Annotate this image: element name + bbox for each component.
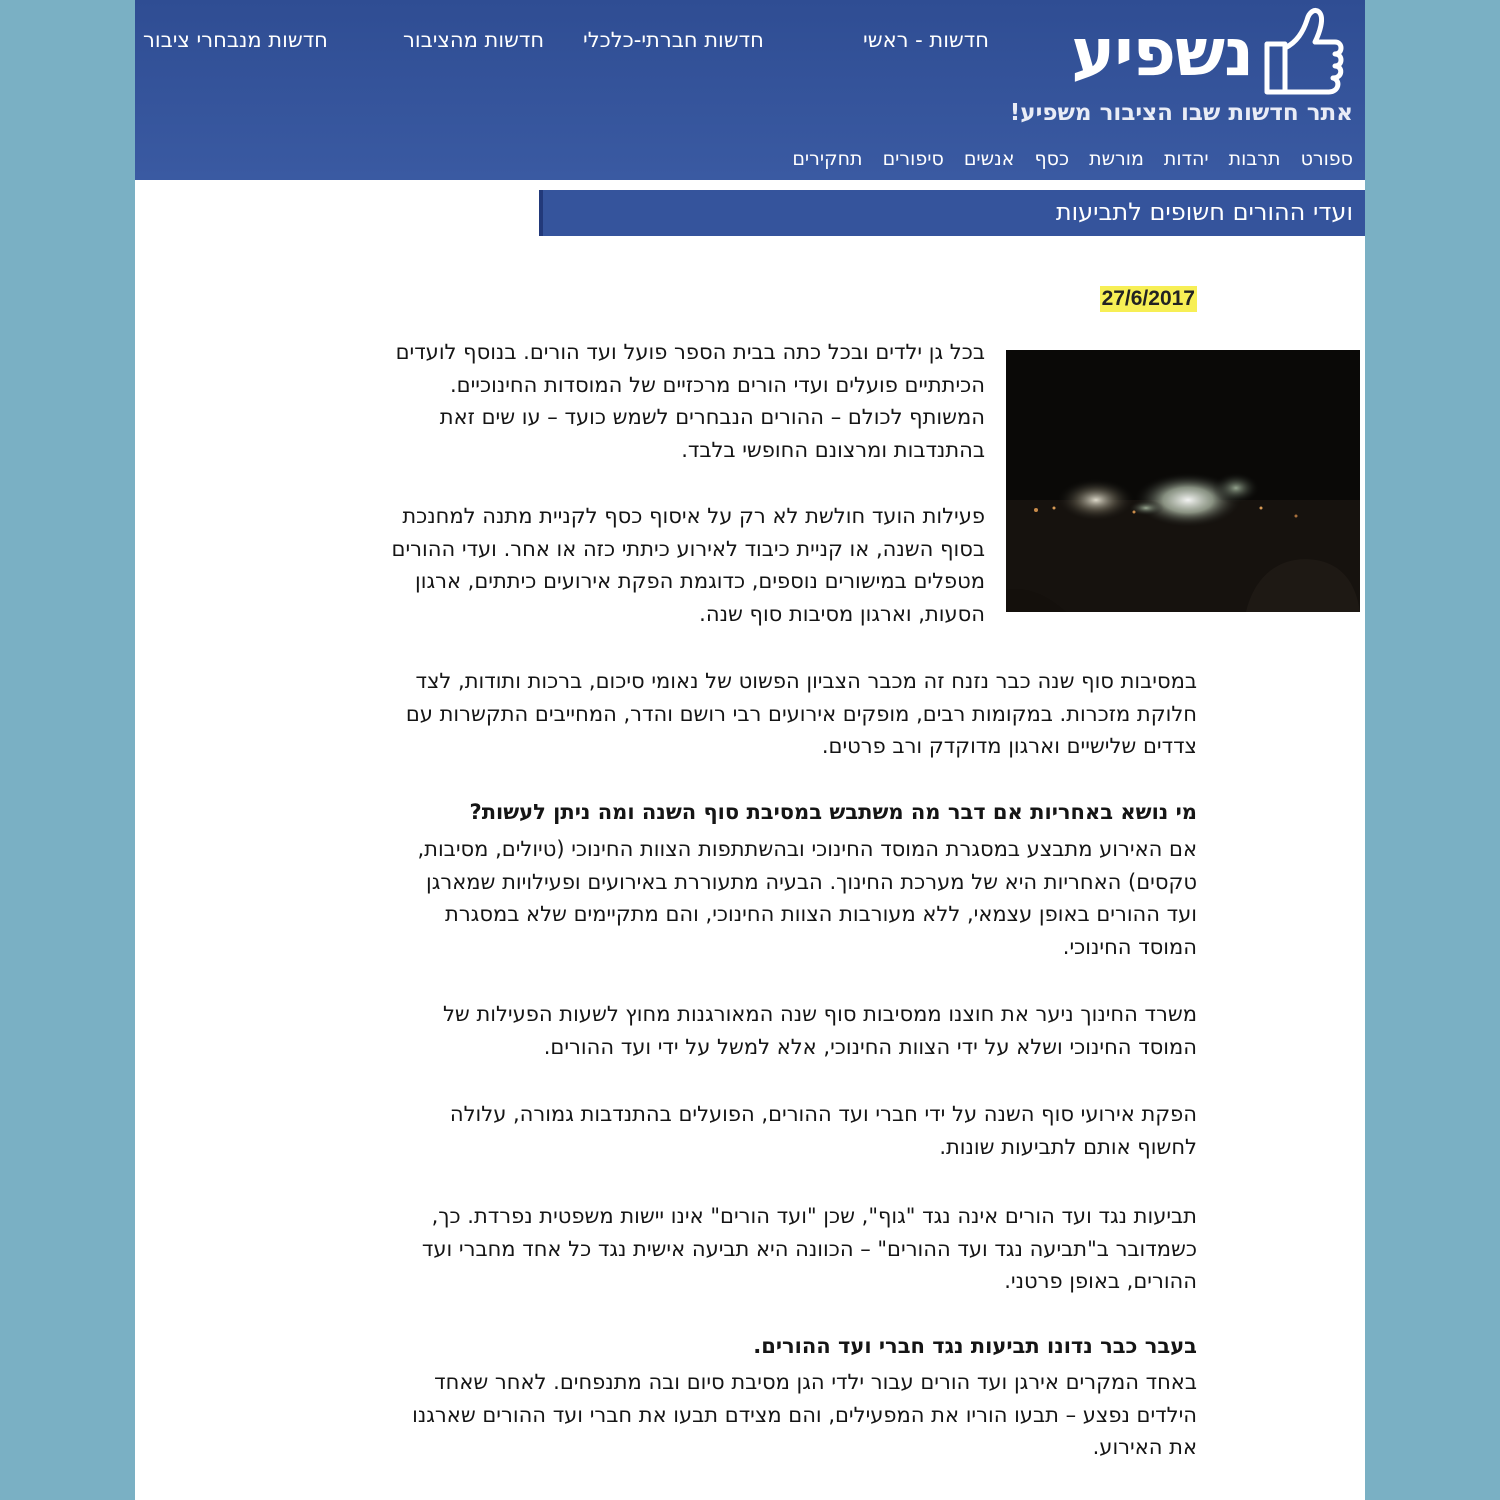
article-paragraph-5: [197, 998, 1197, 1063]
section-heading-responsibility: מי נושא באחריות אם דבר מה משתבש במסיבת סוף השנה ומה ניתן לעשות?: [469, 800, 1197, 824]
text-line: את האירוע.: [1092, 1435, 1197, 1459]
category-link-investigations[interactable]: תחקירים: [792, 148, 863, 170]
category-link-culture[interactable]: תרבות: [1228, 148, 1281, 170]
nav-link-social-economic-news[interactable]: חדשות חברתי-כלכלי: [583, 28, 764, 52]
nav-link-public-news[interactable]: חדשות מהציבור: [403, 28, 545, 52]
text-line: הסעות, וארגון מסיבות סוף שנה.: [699, 601, 985, 626]
text-line: המוסד החינוכי.: [1062, 934, 1197, 959]
article-paragraph-6: [197, 1098, 1197, 1163]
category-link-stories[interactable]: סיפורים: [882, 148, 944, 170]
night-event-image: [1006, 350, 1360, 612]
text-line: כשמדובר ב"תביעה נגד ועד ההורים" – הכוונה היא תביעה אישית נגד כל אחד מחברי ועד: [421, 1236, 1197, 1261]
category-link-sport[interactable]: ספורט: [1300, 148, 1353, 170]
text-line: צדדים שלישיים וארגון מדוקדק ורב פרטים.: [821, 734, 1197, 758]
text-line: תביעות נגד ועד הורים אינה נגד "גוף", שכן "ועד הורים" אינו יישות משפטית נפרדת. כך,: [431, 1204, 1197, 1228]
nav-link-main-news[interactable]: חדשות - ראשי: [863, 28, 989, 52]
article-title: ועדי ההורים חשופים לתביעות: [1055, 198, 1353, 226]
text-line: המוסד החינוכי ושלא על ידי הצוות החינוכי, אלא למשל על ידי ועד ההורים.: [543, 1034, 1197, 1059]
article-photo: [1006, 350, 1360, 612]
section-heading-past-lawsuits: בעבר כבר נדונו תביעות נגד חברי ועד ההורים.: [753, 1334, 1197, 1358]
text-line: בסוף השנה, או קניית כיבוד לאירוע כיתתי כזה או אחר. ועדי ההורים: [391, 536, 985, 561]
text-line: ההורים, באופן פרטני.: [1004, 1269, 1197, 1293]
text-line: במסיבות סוף שנה כבר נזנח זה מכבר הצביון הפשוט של נאומי סיכום, ברכות ותודות, לצד: [415, 669, 1197, 693]
article-paragraph-1: [265, 336, 985, 466]
text-line: פעילות הועד חולשת לא רק על איסוף כסף לקניית מתנה למחנכת: [402, 504, 985, 528]
article-paragraph-2: [265, 500, 985, 630]
text-line: הכיתתיים פועלים ועדי הורים מרכזיים של המוסדות החינוכיים.: [449, 372, 985, 397]
text-line: טקסים) האחריות היא של מערכת החינוך. הבעיה מתעוררת באירועים ופעילויות שמארגן: [426, 869, 1197, 894]
nav-link-officials-news[interactable]: חדשות מנבחרי ציבור: [143, 28, 328, 52]
article-paragraph-7: [197, 1200, 1197, 1298]
scanned-page: [135, 0, 1365, 1500]
article-title-bar: [539, 190, 1365, 236]
text-line: באחד המקרים אירגן ועד הורים עבור ילדי הגן מסיבת סיום ובה מתנפחים. לאחר שאחד: [434, 1370, 1197, 1394]
category-link-people[interactable]: אנשים: [963, 148, 1015, 170]
article-paragraph-8: [197, 1366, 1197, 1464]
text-line: בהתנדבות ומרצונם החופשי בלבד.: [681, 437, 985, 462]
text-line: משרד החינוך ניער את חוצנו ממסיבות סוף שנה המאורגנות מחוץ לשעות הפעילות של: [442, 1002, 1197, 1026]
site-logo[interactable]: [1033, 0, 1353, 100]
article-paragraph-3: [197, 665, 1197, 763]
category-link-money[interactable]: כסף: [1034, 148, 1070, 170]
category-nav: [778, 148, 1353, 170]
text-line: לחשוף אותם לתביעות שונות.: [939, 1134, 1197, 1159]
logo-text: נשפיע: [1071, 14, 1253, 91]
text-line: אם האירוע מתבצע במסגרת המוסד החינוכי ובהשתתפות הצוות החינוכי (טיולים, מסיבות,: [417, 837, 1197, 861]
text-line: בכל גן ילדים ובכל כתה בבית הספר פועל ועד הורים. בנוסף לועדים: [395, 340, 985, 364]
article-date: 27/6/2017: [1101, 287, 1195, 310]
article-paragraph-4: [197, 833, 1197, 963]
text-line: חלוקת מזכרות. במקומות רבים, מופקים אירועים רבי רושם והדר, המחייבים התקשרות עם: [405, 701, 1197, 726]
text-line: הפקת אירועי סוף השנה על ידי חברי ועד ההורים, הפועלים בהתנדבות גמורה, עלולה: [449, 1102, 1197, 1126]
thumbs-up-icon: [1255, 2, 1345, 98]
text-line: מטפלים במישורים נוספים, כדוגמת הפקת אירועים כיתתים, ארגון: [415, 569, 985, 593]
text-line: הילדים נפצע – תבעו הוריו את המפעילים, והם מצידם תבעו את חברי ועד ההורים שארגנו: [412, 1402, 1197, 1427]
site-tagline: אתר חדשות שבו הציבור משפיע!: [1009, 100, 1353, 126]
category-link-judaism[interactable]: יהדות: [1163, 148, 1209, 170]
text-line: ועד ההורים באופן עצמאי, ללא מעורבות הצוות החינוכי, והם מתקיימים שלא במסגרת: [445, 902, 1197, 926]
category-link-heritage[interactable]: מורשת: [1089, 148, 1144, 170]
text-line: המשותף לכולם – ההורים הנבחרים לשמש כועד – עו שים זאת: [439, 405, 985, 429]
site-header: [135, 0, 1365, 180]
